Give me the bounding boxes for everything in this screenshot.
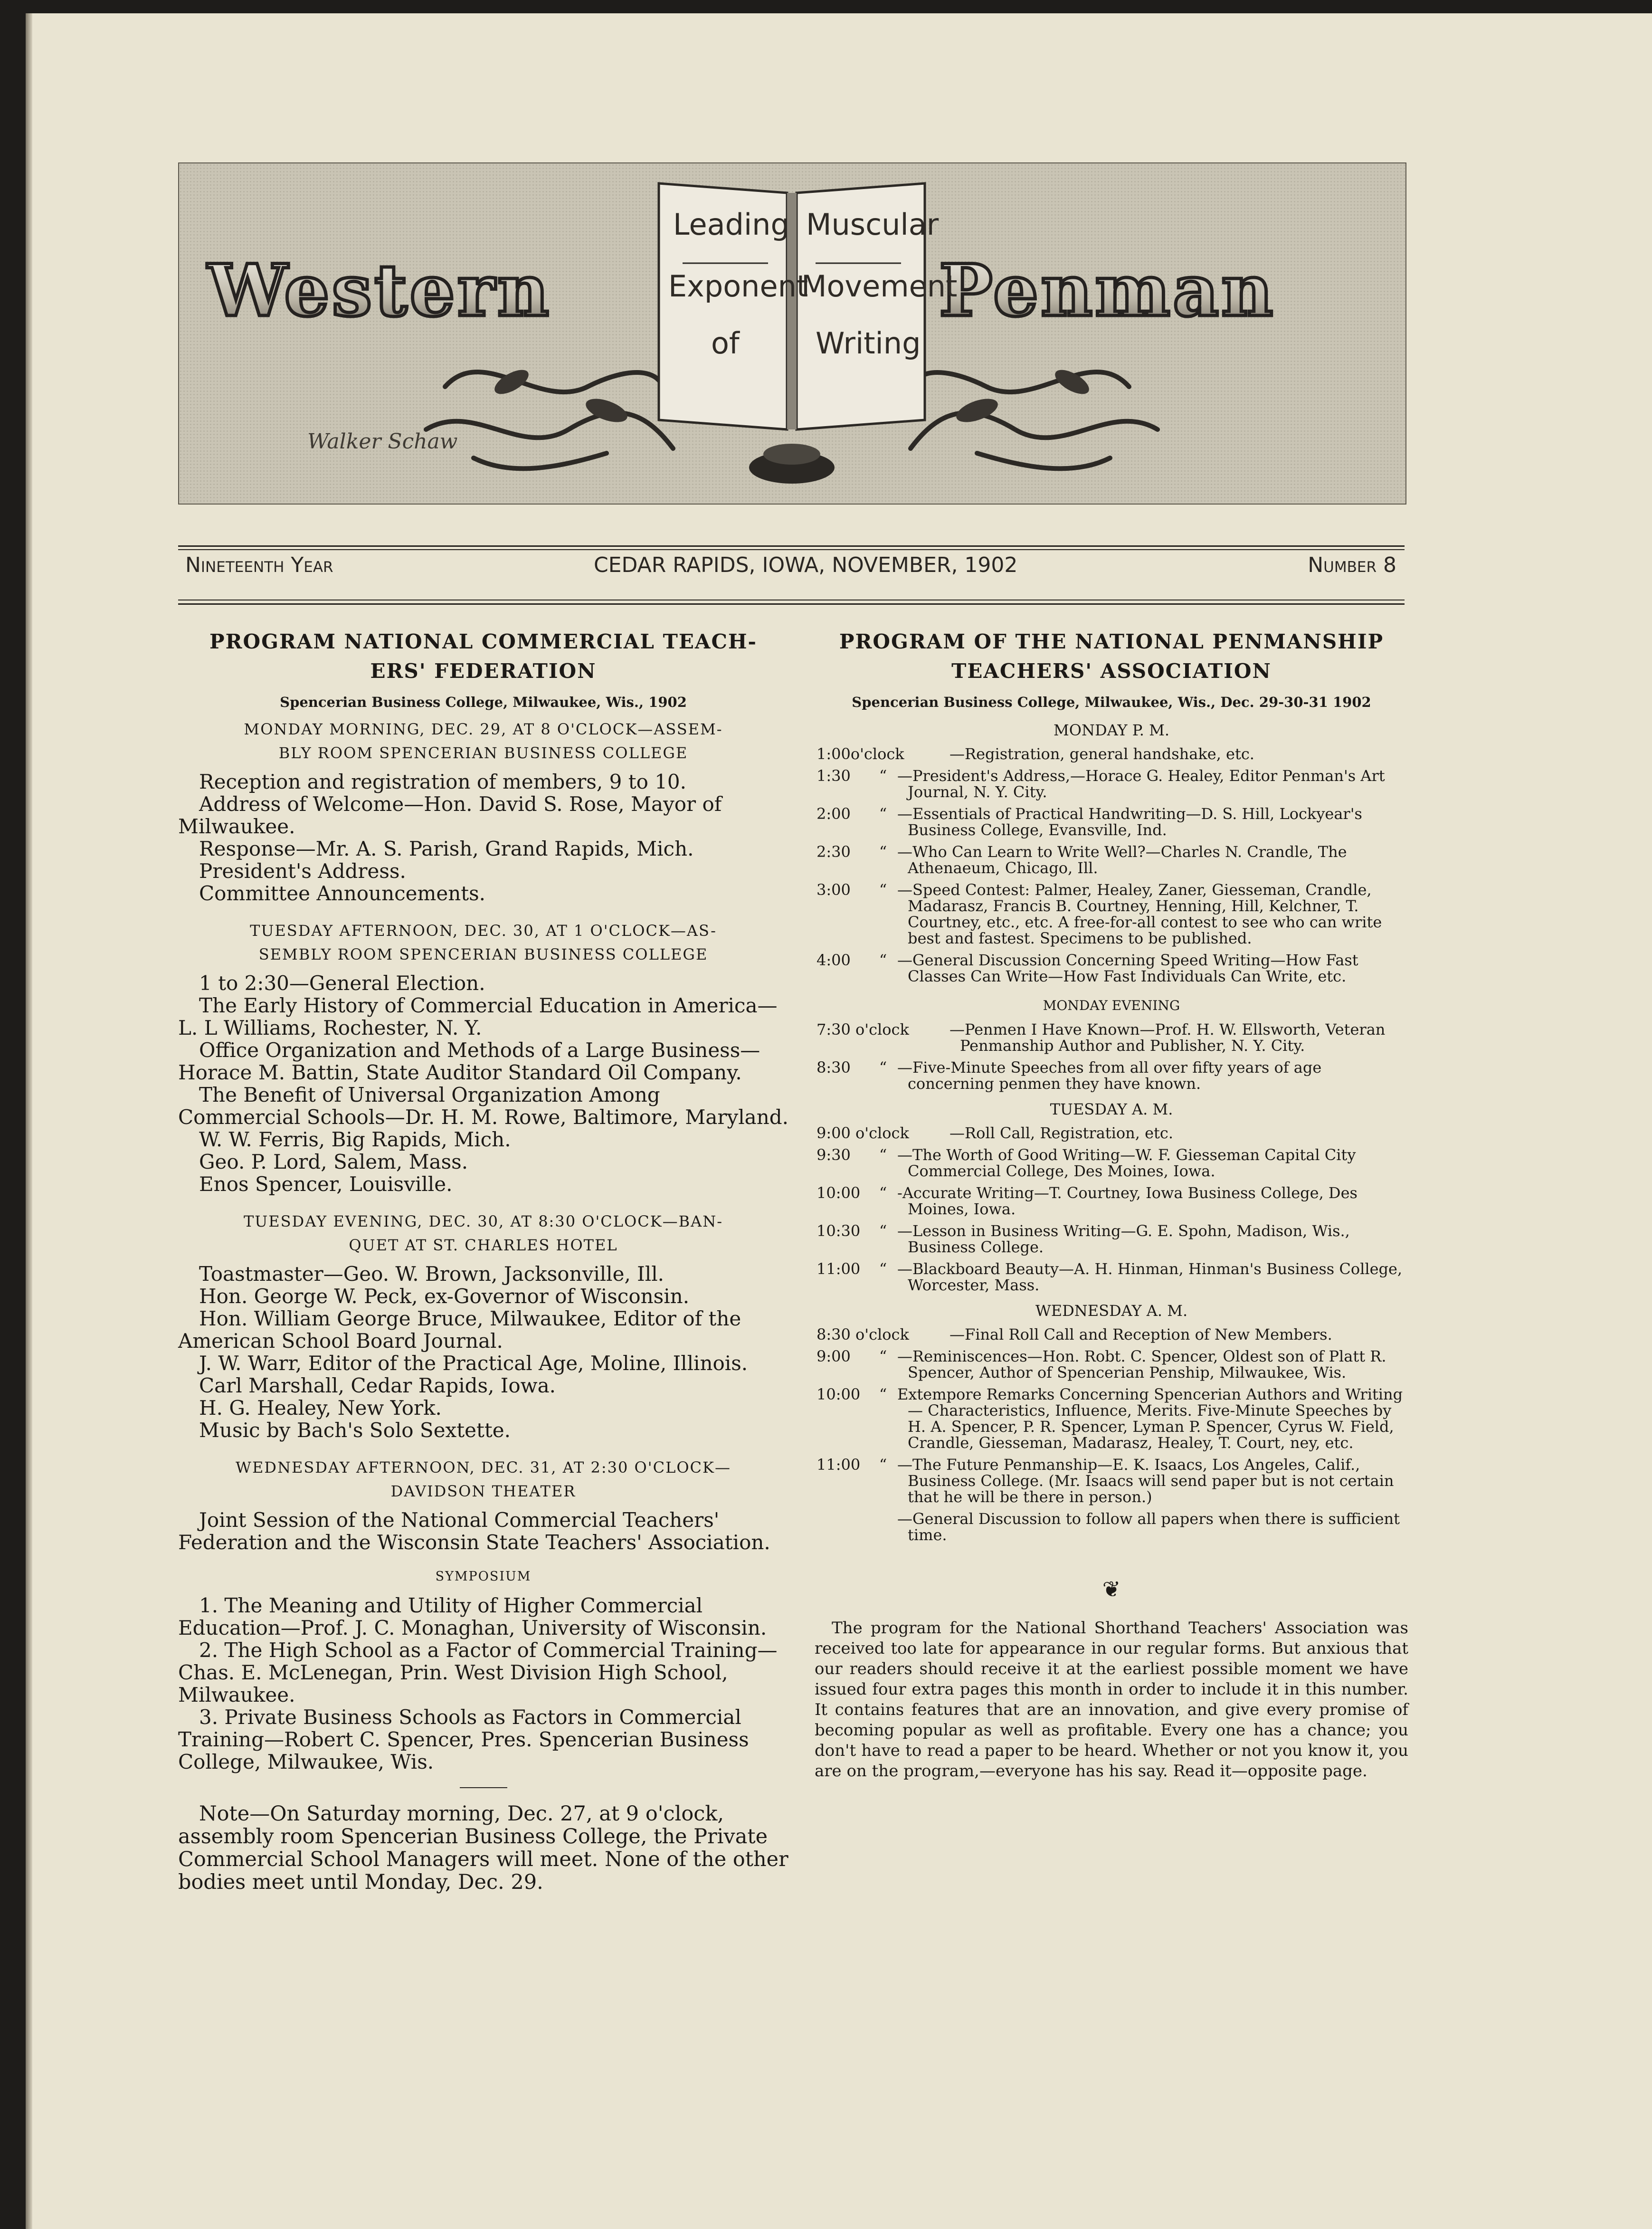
schedule-time: 9:00 o'clock — [817, 1124, 909, 1142]
schedule-text: —Roll Call, Registration, etc. — [949, 1124, 1173, 1142]
schedule-text: —Five-Minute Speeches from all over fifty years of age concerning penmen they have known. — [897, 1058, 1322, 1093]
masthead-artwork — [179, 163, 1405, 504]
schedule-time: 1:00o'clock — [817, 745, 904, 763]
list-item: J. W. Warr, Editor of the Practical Age, Moline, Illinois. — [199, 1352, 748, 1375]
schedule-time: 2:30 — [817, 843, 851, 861]
book-text-writing: Writing — [816, 326, 921, 361]
list-item: Toastmaster—Geo. W. Brown, Jacksonville, Ill. — [199, 1262, 664, 1286]
wednesday-heading-line-1: WEDNESDAY AFTERNOON, DEC. 31, AT 2:30 O'CLOCK— — [236, 1458, 731, 1476]
schedule-text: —Blackboard Beauty—A. H. Hinman, Hinman's Business College, Worcester, Mass. — [897, 1260, 1403, 1294]
left-title-line-2: ERS' FEDERATION — [370, 659, 597, 683]
masthead-title-right: Penman — [939, 249, 1276, 333]
schedule-row: 8:30 “ —Five-Minute Speeches from all over fifty years of age concerning penmen they have known. — [815, 1059, 1408, 1092]
schedule-time: 8:30 o'clock — [817, 1325, 909, 1343]
artist-signature: Walker Schaw — [307, 429, 458, 454]
book-text-exponent: Exponent — [668, 269, 808, 304]
list-item: Address of Welcome—Hon. David S. Rose, Mayor of Milwaukee. — [178, 792, 722, 838]
closing-paragraph: The program for the National Shorthand Teachers' Association was received too late for appearance in our regular forms. But anxious that our readers should receive it at the earliest possible moment we have issued four extra pages this month in order to include it in this number. It contains features that are an innovation, and give every promise of becoming popular as well as profitable. Every one has a chance; you don't have to read a paper to be heard. Whether or not you know it, you are on the program,—everyone has his say. Read it—opposite page. — [815, 1619, 1408, 1781]
schedule-row — [815, 1021, 1408, 1054]
list-item: 3. Private Business Schools as Factors in Commercial Training—Robert C. Spencer, Pres. Spencerian Business College, Milwaukee, Wis. — [178, 1705, 749, 1773]
monday-pm-heading: MONDAY P. M. — [1053, 721, 1170, 739]
masthead-title-left: Western — [208, 249, 551, 333]
list-item: The Benefit of Universal Organization Among Commercial Schools—Dr. H. M. Rowe, Baltimore, Maryland. — [178, 1083, 788, 1129]
list-item: The Early History of Commercial Education in America—L. L Williams, Rochester, N. Y. — [178, 994, 778, 1039]
schedule-row: 1:30 “ —President's Address,—Horace G. Healey, Editor Penman's Art Journal, N. Y. City. — [815, 768, 1408, 800]
schedule-time: 10:30 — [817, 1222, 861, 1240]
list-item: Carl Marshall, Cedar Rapids, Iowa. — [199, 1374, 556, 1397]
schedule-text: —Essentials of Practical Handwriting—D. S. Hill, Lockyear's Business College, Evansville, Ind. — [897, 805, 1362, 839]
wednesday-am-heading: WEDNESDAY A. M. — [1035, 1302, 1188, 1320]
schedule-text: —Registration, general handshake, etc. — [949, 745, 1254, 763]
list-item: H. G. Healey, New York. — [199, 1396, 442, 1419]
list-item: Committee Announcements. — [199, 882, 486, 905]
schedule-time: 8:30 — [817, 1058, 851, 1076]
tuesday-evening-heading-line-1: TUESDAY EVENING, DEC. 30, AT 8:30 O'CLOCK—BAN- — [243, 1212, 723, 1230]
tuesday-afternoon-heading — [178, 919, 788, 966]
schedule-text: -Accurate Writing—T. Courtney, Iowa Business College, Des Moines, Iowa. — [897, 1184, 1358, 1218]
list-item: Reception and registration of members, 9 to 10. — [199, 770, 687, 793]
wednesday-heading — [178, 1456, 788, 1503]
schedule-row: 11:00 “ —The Future Penmanship—E. K. Isaacs, Los Angeles, Calif., Business College. (Mr. Isaacs will send paper but is not certain that he will be there in person.) — [815, 1457, 1408, 1505]
book-text-leading: Leading — [673, 207, 789, 242]
tuesday-evening-heading-line-2: QUET AT ST. CHARLES HOTEL — [349, 1236, 618, 1254]
schedule-text: —Who Can Learn to Write Well?—Charles N. Crandle, The Athenaeum, Chicago, Ill. — [897, 843, 1347, 877]
list-item: Response—Mr. A. S. Parish, Grand Rapids, Mich. — [199, 837, 694, 860]
schedule-row: 9:00 “ —Reminiscences—Hon. Robt. C. Spencer, Oldest son of Platt R. Spencer, Author of Spencerian Penship, Milwaukee, Wis. — [815, 1348, 1408, 1381]
book-text-muscular: Muscular — [806, 207, 939, 242]
monday-evening-heading: MONDAY EVENING — [1043, 998, 1180, 1013]
schedule-row: 10:00 “ -Accurate Writing—T. Courtney, Iowa Business College, Des Moines, Iowa. — [815, 1185, 1408, 1217]
tuesday-evening-heading — [178, 1210, 788, 1257]
right-title-line-2: TEACHERS' ASSOCIATION — [951, 659, 1272, 683]
list-item: Hon. George W. Peck, ex-Governor of Wisconsin. — [199, 1285, 690, 1308]
top-rule — [178, 545, 1405, 547]
managers-note: Note—On Saturday morning, Dec. 27, at 9 o'clock, assembly room Spencerian Business College, the Private Commercial School Managers will meet. None of the other bodies meet until Monday, Dec. 29. — [178, 1802, 788, 1894]
list-item: W. W. Ferris, Big Rapids, Mich. — [199, 1128, 511, 1151]
schedule-time: 4:00 — [817, 951, 851, 969]
page-binding-edge — [26, 13, 32, 2229]
schedule-time: 11:00 — [817, 1456, 861, 1474]
schedule-text: —Speed Contest: Palmer, Healey, Zaner, Giesseman, Crandle, Madarasz, Francis B. Courtney, Henning, Hill, Kelchner, T. Courtney, etc., etc. A free-for-all contest to see who can write best and fastest. Specimens to be published. — [897, 881, 1382, 947]
divider — [460, 1787, 507, 1788]
list-item: 1 to 2:30—General Election. — [199, 972, 485, 995]
right-subtitle: Spencerian Business College, Milwaukee, Wis., Dec. 29-30-31 1902 — [852, 694, 1371, 710]
schedule-text: —General Discussion Concerning Speed Writing—How Fast Classes Can Write—How Fast Individuals Can Write, etc. — [897, 951, 1358, 985]
schedule-row — [815, 1326, 1408, 1343]
schedule-time: 9:30 — [817, 1146, 851, 1164]
dateline — [185, 553, 1396, 581]
schedule-time: 2:00 — [817, 805, 851, 823]
schedule-text: —Lesson in Business Writing—G. E. Spohn, Madison, Wis., Business College. — [897, 1222, 1350, 1256]
top-rule-thin — [178, 549, 1405, 550]
list-item: Music by Bach's Solo Sextette. — [199, 1419, 511, 1442]
schedule-text: —Final Roll Call and Reception of New Members. — [949, 1325, 1332, 1343]
masthead-illustration — [178, 162, 1406, 505]
bottom-rule — [178, 603, 1405, 605]
list-item: 2. The High School as a Factor of Commercial Training—Chas. E. McLenegan, Prin. West Division High School, Milwaukee. — [178, 1638, 778, 1706]
schedule-row: 3:00 “ —Speed Contest: Palmer, Healey, Zaner, Giesseman, Crandle, Madarasz, Francis B. Courtney, Henning, Hill, Kelchner, T. Courtney, etc., etc. A free-for-all contest to see who can write best and fastest. Specimens to be published. — [815, 882, 1408, 946]
schedule-row — [815, 746, 1408, 762]
schedule-time — [815, 1511, 869, 1543]
schedule-row: 10:30 “ —Lesson in Business Writing—G. E. Spohn, Madison, Wis., Business College. — [815, 1223, 1408, 1255]
tuesday-afternoon-heading-line-2: SEMBLY ROOM SPENCERIAN BUSINESS COLLEGE — [258, 945, 708, 963]
list-item: 1. The Meaning and Utility of Higher Commercial Education—Prof. J. C. Monaghan, University of Wisconsin. — [178, 1594, 767, 1639]
schedule-row — [815, 1125, 1408, 1141]
schedule-text: —Penmen I Have Known—Prof. H. W. Ellsworth, Veteran Penmanship Author and Publisher, N. Y. City. — [949, 1020, 1386, 1055]
schedule-time: 10:00 — [817, 1385, 861, 1403]
left-title-line-1: PROGRAM NATIONAL COMMERCIAL TEACH- — [209, 630, 757, 653]
schedule-time: 9:00 — [817, 1347, 851, 1365]
book-text-movement: Movement — [801, 269, 958, 304]
schedule-time: 3:00 — [817, 881, 851, 899]
schedule-time: 7:30 o'clock — [817, 1020, 909, 1038]
schedule-text: —The Future Penmanship—E. K. Isaacs, Los Angeles, Calif., Business College. (Mr. Isaacs will send paper but is not certain that he will be there in person.) — [897, 1456, 1394, 1506]
right-title-line-1: PROGRAM OF THE NATIONAL PENMANSHIP — [839, 630, 1384, 653]
schedule-time: 1:30 — [817, 767, 851, 785]
tuesday-afternoon-heading-line-1: TUESDAY AFTERNOON, DEC. 30, AT 1 O'CLOCK—AS- — [250, 922, 717, 940]
schedule-row — [815, 1511, 1408, 1543]
list-item: Geo. P. Lord, Salem, Mass. — [199, 1150, 468, 1173]
schedule-text: Extempore Remarks Concerning Spencerian Authors and Writing — Characteristics, Influence, Merits. Five-Minute Speeches by H. A. Spencer, P. R. Spencer, Lyman P. Spencer, Cyrus W. Field, Crandle, Giesseman, Madarasz, Healey, T. Court, ney, etc. — [897, 1385, 1403, 1452]
symposium-heading: SYMPOSIUM — [435, 1569, 532, 1584]
tuesday-am-heading: TUESDAY A. M. — [1050, 1100, 1173, 1118]
list-item: Joint Session of the National Commercial Teachers' Federation and the Wisconsin State Teachers' Association. — [178, 1508, 770, 1554]
place-date: CEDAR RAPIDS, IOWA, NOVEMBER, 1902 — [594, 553, 1018, 577]
schedule-text: —President's Address,—Horace G. Healey, Editor Penman's Art Journal, N. Y. City. — [897, 767, 1385, 801]
right-column — [815, 627, 1408, 1781]
fleuron-icon: ❦ — [1102, 1576, 1121, 1602]
schedule-text: —General Discussion to follow all papers when there is sufficient time. — [897, 1510, 1400, 1544]
book-text-of: of — [711, 326, 740, 361]
monday-heading — [178, 717, 788, 765]
left-subtitle: Spencerian Business College, Milwaukee, Wis., 1902 — [280, 694, 687, 710]
monday-heading-line-1: MONDAY MORNING, DEC. 29, AT 8 O'CLOCK—ASSEM- — [244, 720, 723, 738]
list-item: President's Address. — [199, 859, 406, 883]
schedule-row: 2:30 “ —Who Can Learn to Write Well?—Charles N. Crandle, The Athenaeum, Chicago, Ill. — [815, 844, 1408, 876]
monday-heading-line-2: BLY ROOM SPENCERIAN BUSINESS COLLEGE — [278, 744, 688, 762]
schedule-text: —The Worth of Good Writing—W. F. Giesseman Capital City Commercial College, Des Moines, Iowa. — [897, 1146, 1356, 1180]
list-item: Office Organization and Methods of a Large Business—Horace M. Battin, State Auditor Standard Oil Company. — [178, 1038, 760, 1084]
wednesday-heading-line-2: DAVIDSON THEATER — [390, 1482, 576, 1500]
schedule-row: 9:30 “ —The Worth of Good Writing—W. F. Giesseman Capital City Commercial College, Des Moines, Iowa. — [815, 1147, 1408, 1179]
issue-number: Number 8 — [1308, 553, 1396, 577]
schedule-time: 10:00 — [817, 1184, 861, 1202]
list-item: Hon. William George Bruce, Milwaukee, Editor of the American School Board Journal. — [178, 1307, 741, 1353]
schedule-row: 2:00 “ —Essentials of Practical Handwriting—D. S. Hill, Lockyear's Business College, Evansville, Ind. — [815, 806, 1408, 838]
list-item: Enos Spencer, Louisville. — [199, 1172, 453, 1196]
left-column — [178, 627, 788, 1894]
schedule-time: 11:00 — [817, 1260, 861, 1278]
volume-year: Nineteenth Year — [185, 553, 333, 577]
schedule-row: 4:00 “ —General Discussion Concerning Speed Writing—How Fast Classes Can Write—How Fast Individuals Can Write, etc. — [815, 952, 1408, 984]
schedule-row: 11:00 “ —Blackboard Beauty—A. H. Hinman, Hinman's Business College, Worcester, Mass. — [815, 1261, 1408, 1293]
schedule-text: —Reminiscences—Hon. Robt. C. Spencer, Oldest son of Platt R. Spencer, Author of Spencerian Penship, Milwaukee, Wis. — [897, 1347, 1386, 1381]
schedule-row: 10:00 “ Extempore Remarks Concerning Spencerian Authors and Writing — Characteristics, Influence, Merits. Five-Minute Speeches by H. A. Spencer, P. R. Spencer, Lyman P. Spencer, Cyrus W. Field, Crandle, Giesseman, Madarasz, Healey, T. Court, ney, etc. — [815, 1386, 1408, 1451]
